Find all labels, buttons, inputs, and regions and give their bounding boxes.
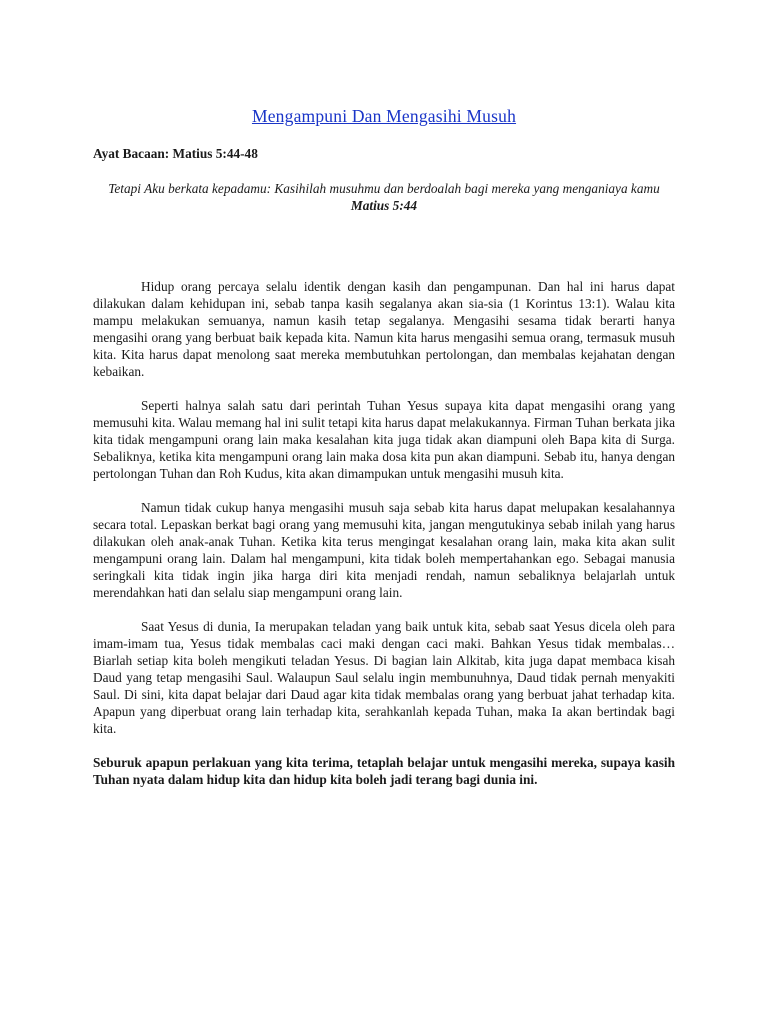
body-paragraph-2: Seperti halnya salah satu dari perintah Tuhan Yesus supaya kita dapat mengasihi orang yang memusuhi kita. Walau memang hal ini sulit tetapi kita harus dapat melakukannya. Firman Tuhan berkata jika kita tidak mengampuni orang lain maka kesalahan kita juga tidak akan diampuni oleh Bapa kita di Surga. Sebaliknya, ketika kita mengampuni orang lain maka dosa kita pun akan diampuni. Sebab itu, hanya dengan pertolongan Tuhan dan Roh Kudus, kita akan dimampukan untuk mengasihi musuh kita. [93, 398, 675, 481]
body-paragraph-1: Hidup orang percaya selalu identik dengan kasih dan pengampunan. Dan hal ini harus dapat dilakukan dalam kehidupan ini, sebab tanpa kasih segalanya akan sia-sia (1 Korintus 13:1). Walau kita mampu melakukan semuanya, namun kasih tetap segalanya. Mengasihi sesama tidak berarti hanya mengasihi orang yang berbuat baik kepada kita. Namun kita harus mengasihi semua orang, termasuk musuh kita. Kita harus dapat menolong saat mereka membutuhkan pertolongan, dan membalas kejahatan dengan kebaikan. [93, 279, 675, 379]
body-paragraph-4: Saat Yesus di dunia, Ia merupakan teladan yang baik untuk kita, sebab saat Yesus dicela oleh para imam-imam tua, Yesus tidak membalas caci maki dengan caci maki. Bahkan Yesus tidak membalas… Biarlah setiap kita boleh mengikuti teladan Yesus. Di bagian lain Alkitab, kita juga dapat membaca kisah Daud yang tetap mengasihi Saul. Walaupun Saul selalu ingin membunuhnya, Daud tidak pernah menyakiti Saul. Di sini, kita dapat belajar dari Daud agar kita tidak membalas orang yang berbuat jahat terhadap kita. Apapun yang diperbuat orang lain terhadap kita, serahkanlah kepada Tuhan, maka Ia akan bertindak bagi kita. [93, 619, 675, 736]
key-verse-reference: Matius 5:44 [350, 198, 418, 213]
key-verse-quote [93, 180, 675, 214]
body-paragraph-3: Namun tidak cukup hanya mengasihi musuh saja sebab kita harus dapat melupakan kesalahannya secara total. Lepaskan berkat bagi orang yang memusuhi kita, jangan mengutukinya sebab inilah yang harus dilakukan oleh anak-anak Tuhan. Ketika kita terus mengingat kesalahan orang lain, maka kita akan sulit mengampuni orang lain. Dalam hal mengampuni, kita tidak boleh mempertahankan ego. Sebagai manusia seringkali kita tidak ingin jika harga diri kita menjadi rendah, namun sebaliknya belajarlah untuk merendahkan hati dan selalu siap mengampuni orang lain. [93, 500, 675, 600]
document-title: Mengampuni Dan Mengasihi Musuh [251, 106, 517, 126]
scripture-reading-label: Ayat Bacaan: Matius 5:44-48 [93, 146, 258, 161]
document-body [93, 278, 675, 805]
closing-statement: Seburuk apapun perlakuan yang kita terima, tetaplah belajar untuk mengasihi mereka, supaya kasih Tuhan nyata dalam hidup kita dan hidup kita boleh jadi terang bagi dunia ini. [93, 755, 675, 787]
key-verse-text: Tetapi Aku berkata kepadamu: Kasihilah musuhmu dan berdoalah bagi mereka yang menganiaya kamu [108, 181, 660, 196]
